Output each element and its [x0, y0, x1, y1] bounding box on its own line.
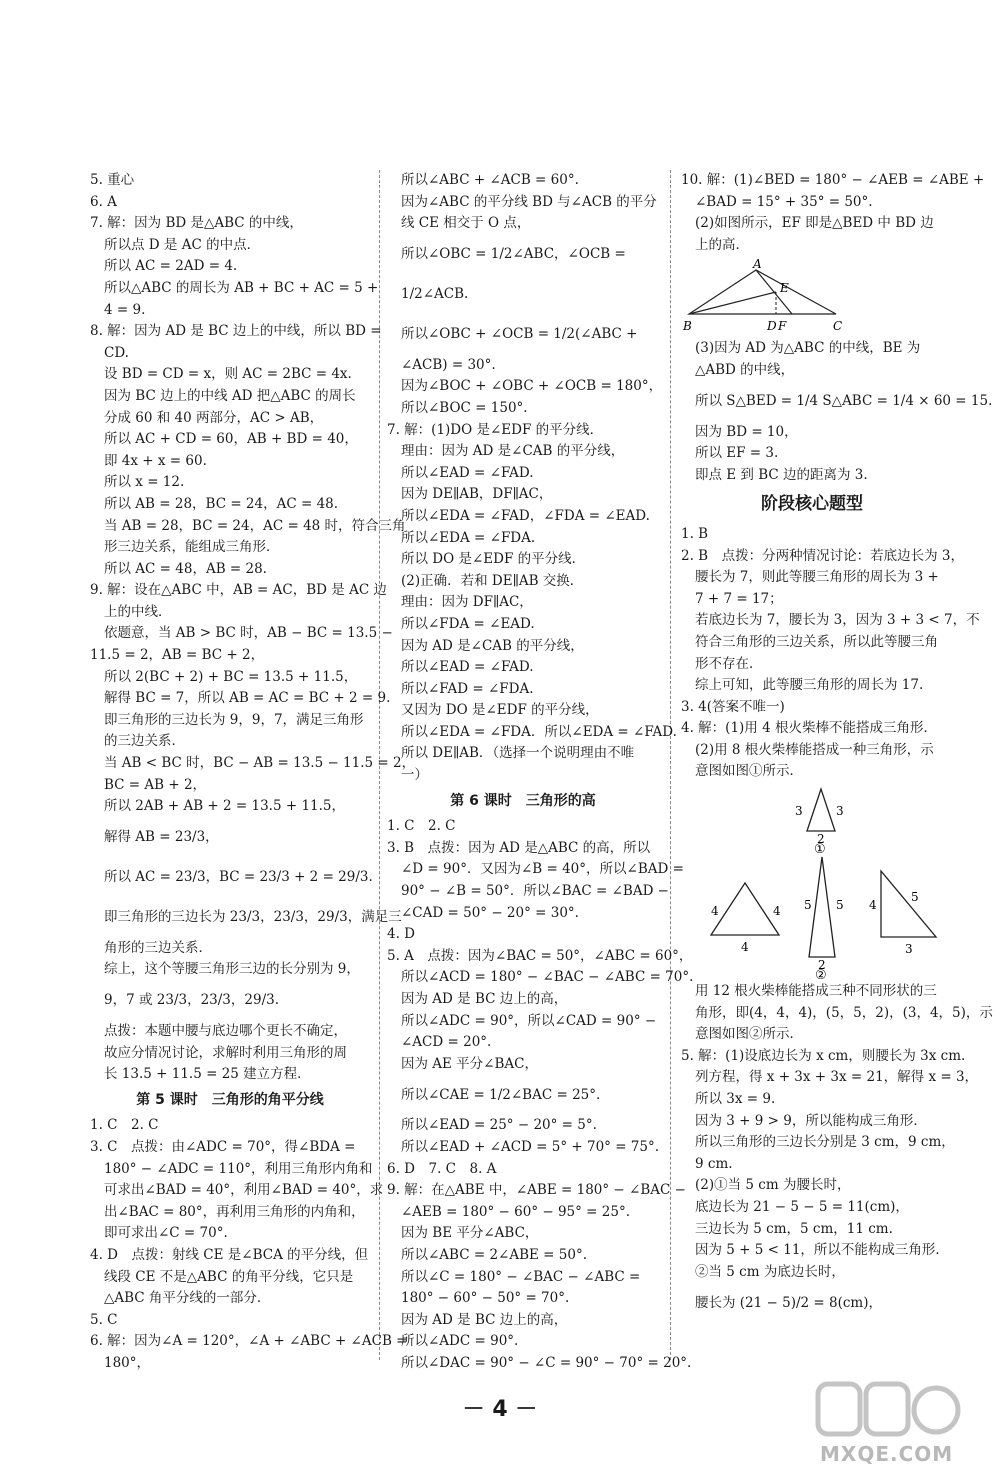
- text-line: ②当 5 cm 为底边长时，: [695, 1263, 845, 1280]
- text-line: 因为 BE 平分∠ABC，: [401, 1225, 539, 1242]
- text-line: 所以∠DAC = 90° − ∠C = 90° − 70° = 20°.: [401, 1354, 692, 1371]
- text-line: 3. C 点拨：由∠ADC = 70°，得∠BDA =: [90, 1138, 356, 1155]
- text-line: 所以 2(BC + 2) + BC = 13.5 + 11.5，: [104, 668, 358, 685]
- text-line: 所以三角形的三边长分别是 3 cm，9 cm，: [695, 1134, 955, 1151]
- text-line: 线段 CE 不是△ABC 的角平分线，它只是: [104, 1268, 354, 1285]
- text-line: 所以点 D 是 AC 的中点．: [104, 236, 261, 253]
- text-line: 因为∠ABC 的平分线 BD 与∠ACB 的平分: [401, 193, 657, 210]
- text-line: 一）: [401, 767, 428, 784]
- text-line: BC = AB + 2，: [104, 776, 207, 793]
- text-line: 因为 3 + 9 > 9，所以能构成三角形．: [695, 1112, 927, 1129]
- text-line: 即三角形的三边长为 9，9，7，满足三角形: [104, 711, 364, 728]
- text-line: ∠BAD = 15° + 35° = 50°.: [695, 193, 873, 210]
- text-line: 所以∠ABC = 2∠ABE = 50°.: [401, 1246, 587, 1263]
- text-line: 2. B 点拨：分两种情况讨论：若底边长为 3，: [681, 547, 964, 564]
- text-line: 6. D 7. C 8. A: [387, 1160, 497, 1177]
- text-line: 1. B: [681, 525, 709, 542]
- text-line: (2)用 8 根火柴棒能搭成一种三角形，示: [695, 741, 934, 758]
- text-line: 所以∠EAD = 25° − 20° = 5°.: [401, 1117, 597, 1134]
- text-line: 即点 E 到 BC 边的距离为 3.: [695, 466, 868, 483]
- figure-label: ②: [815, 968, 827, 980]
- side-label: 4: [711, 904, 719, 919]
- text-line: ∠D = 90°．又因为∠B = 40°，所以∠BAD =: [401, 861, 684, 878]
- column-right: [681, 170, 993, 1323]
- text-line: (3)因为 AD 为△ABC 的中线，BE 为: [695, 340, 921, 357]
- text-line: 理由：因为 AD 是∠CAB 的平分线，: [401, 443, 625, 460]
- text-line: 角形的三边关系．: [104, 939, 212, 956]
- text-line: 所以∠EDA = ∠FAD，∠FDA = ∠EAD.: [401, 507, 650, 524]
- text-line: ∠ACD = 20°.: [401, 1034, 492, 1051]
- text-line: 4. D: [387, 926, 415, 943]
- section-heading: 第 5 课时 三角形的角平分线: [136, 1091, 324, 1108]
- text-line: 综上可知，此等腰三角形的周长为 17.: [695, 677, 924, 694]
- figure-label: ①: [814, 842, 826, 854]
- text-line: 4. 解：(1)用 4 根火柴棒不能搭成三角形．: [681, 720, 937, 737]
- text-line: 所以 2AB + AB + 2 = 13.5 + 11.5，: [104, 798, 346, 815]
- text-line: 所以∠EDA = ∠FDA．所以∠EDA = ∠FAD.: [401, 723, 677, 740]
- point-label-d: D: [767, 319, 777, 334]
- triangle-figure-1: [681, 785, 943, 853]
- side-label: 5: [911, 890, 919, 905]
- text-line: 所以∠ABC + ∠ACB = 60°.: [401, 172, 579, 188]
- text-line: 1/2∠ACB.: [401, 285, 469, 302]
- text-line: 因为 BD = 10，: [695, 423, 798, 440]
- text-line: 10. 解：(1)∠BED = 180° − ∠AEB = ∠ABE +: [681, 172, 985, 188]
- text-line: 5. 重心: [90, 172, 135, 188]
- answer-block-core: [681, 524, 980, 783]
- section-heading: 第 6 课时 三角形的高: [450, 792, 596, 809]
- text-line: (2)正确．若和 DE∥AB 交换．: [401, 572, 584, 589]
- text-line: 列方程，得 x + 3x + 3x = 21，解得 x = 3，: [695, 1069, 979, 1086]
- text-line: 7. 解：(1)DO 是∠EDF 的平分线．: [387, 421, 604, 438]
- watermark-text: MXQE.COM: [820, 1442, 954, 1466]
- column-left: [90, 170, 416, 1375]
- point-label-f: F: [778, 319, 787, 334]
- text-line: 6. 解：因为∠A = 120°，∠A + ∠ABC + ∠ACB =: [90, 1333, 408, 1350]
- text-line: 底边长为 21 − 5 − 5 = 11(cm)，: [695, 1199, 909, 1215]
- text-line: 所以∠FAD = ∠FDA.: [401, 680, 534, 697]
- text-line: (2)①当 5 cm 为腰长时，: [695, 1177, 851, 1194]
- text-line: 7 + 7 = 17；: [695, 590, 783, 607]
- text-line: 180° − 60° − 50° = 70°.: [401, 1290, 570, 1307]
- text-line: 即三角形的三边长为 23/3，23/3，29/3，满足三: [104, 909, 402, 926]
- text-line: 9. 解：在△ABE 中，∠ABE = 180° − ∠BAC −: [387, 1182, 686, 1199]
- side-label: 5: [836, 898, 844, 913]
- side-label: 4: [741, 940, 749, 955]
- text-line: 因为∠BOC + ∠OBC + ∠OCB = 180°，: [401, 378, 663, 395]
- side-label: 3: [836, 804, 844, 819]
- text-line: 依题意，当 AB > BC 时，AB − BC = 13.5 −: [104, 625, 393, 642]
- text-line: 又因为 DO 是∠EDF 的平分线，: [401, 702, 599, 719]
- text-line: 所以∠BOC = 150°.: [401, 399, 528, 416]
- text-line: 180° − ∠ADC = 110°，利用三角形内角和: [104, 1160, 373, 1177]
- text-line: 所以∠EDA = ∠FDA.: [401, 529, 536, 546]
- point-label-a: A: [753, 258, 762, 272]
- text-line: ∠ACB) = 30°.: [401, 356, 496, 373]
- text-line: 所以∠ADC = 90°.: [401, 1333, 519, 1350]
- section-heading: 阶段核心题型: [761, 494, 863, 515]
- text-line: △ABD 的中线，: [695, 361, 795, 378]
- text-line: 所以 DO 是∠EDF 的平分线．: [401, 551, 586, 568]
- text-line: 所以 DE∥AB．（选择一个说明理由不唯: [401, 745, 635, 762]
- text-line: 可求出∠BAD = 40°，利用∠BAD = 40°，求: [104, 1182, 384, 1199]
- text-line: 因为 5 + 5 < 11，所以不能构成三角形．: [695, 1242, 949, 1259]
- text-line: 5. A 点拨：因为∠BAC = 50°，∠ABC = 60°，: [387, 947, 693, 964]
- side-label: 3: [795, 804, 803, 819]
- text-line: 用 12 根火柴棒能搭成三种不同形状的三: [695, 983, 937, 1000]
- text-line: 所以∠CAE = 1/2∠BAC = 25°.: [401, 1086, 601, 1103]
- text-line: 三边长为 5 cm，5 cm，11 cm.: [695, 1220, 893, 1237]
- text-line: 因为 AD 是 BC 边上的高，: [401, 1311, 568, 1328]
- point-label-e: E: [780, 281, 789, 296]
- text-line: 所以∠FDA = ∠EAD.: [401, 615, 535, 632]
- answer-block-core-cont: [681, 981, 993, 1323]
- text-line: 腰长为 7，则此等腰三角形的周长为 3 +: [695, 569, 939, 586]
- text-line: 上的中线．: [104, 603, 172, 620]
- text-line: 因为 AE 平分∠BAC，: [401, 1055, 538, 1072]
- text-line: 所以∠C = 180° − ∠BAC − ∠ABC =: [401, 1268, 641, 1285]
- text-line: 90° − ∠B = 50°．所以∠BAC = ∠BAD −: [401, 883, 669, 900]
- text-line: 1. C 2. C: [90, 1117, 159, 1134]
- text-line: 8. 解：因为 AD 是 BC 边上的中线，所以 BD =: [90, 323, 382, 340]
- text-line: 即可求出∠C = 70°.: [104, 1225, 228, 1242]
- side-label: 4: [773, 904, 781, 919]
- text-line: 因为 AD 是∠CAB 的平分线，: [401, 637, 584, 654]
- text-line: 若底边长为 7，腰长为 3，因为 3 + 3 < 7，不: [695, 612, 980, 629]
- text-line: 9，7 或 23/3，23/3，29/3.: [104, 992, 279, 1009]
- text-line: 4 = 9.: [104, 301, 146, 318]
- text-line: 因为 BC 边上的中线 AD 把△ABC 的周长: [104, 387, 356, 404]
- text-line: 形三边关系，能组成三角形．: [104, 539, 280, 556]
- text-line: 设 BD = CD = x，则 AC = 2BC = 4x.: [104, 366, 352, 383]
- text-line: 当 AB < BC 时，BC − AB = 13.5 − 11.5 = 2，: [104, 755, 416, 772]
- text-line: 所以 3x = 9.: [695, 1091, 776, 1108]
- text-line: 所以△ABC 的周长为 AB + BC + AC = 5 +: [104, 279, 379, 296]
- text-line: 即 4x + x = 60.: [104, 452, 207, 469]
- side-label: 2: [818, 958, 826, 973]
- text-line: 6. A: [90, 193, 117, 210]
- text-line: 角形，即(4，4，4)，(5，5，2)，(3，4，5)，示: [695, 1004, 993, 1021]
- text-line: 理由：因为 DF∥AC，: [401, 594, 533, 611]
- side-label: 3: [905, 942, 913, 957]
- triangle-figure-2: [681, 855, 943, 979]
- text-line: 上的高．: [695, 236, 749, 253]
- text-line: 所以 AB = 28，BC = 24，AC = 48.: [104, 495, 339, 512]
- side-label: 2: [817, 832, 825, 847]
- text-line: 线 CE 相交于 O 点，: [401, 215, 531, 232]
- text-line: 所以 AC + CD = 60，AB + BD = 40，: [104, 431, 358, 448]
- text-line: 5. C: [90, 1311, 118, 1328]
- page-number: － 4 －: [462, 1397, 538, 1422]
- text-line: 形不存在．: [695, 655, 763, 672]
- point-label-b: B: [683, 319, 692, 334]
- column-middle: [387, 170, 694, 1375]
- text-line: 所以∠OBC = 1/2∠ABC，∠OCB =: [401, 245, 626, 262]
- text-line: 故应分情况讨论，求解时利用三角形的周: [104, 1044, 347, 1061]
- text-line: 意图如图①所示．: [695, 763, 803, 780]
- text-line: 长 13.5 + 11.5 = 25 建立方程．: [104, 1066, 311, 1083]
- text-line: 3. 4(答案不唯一): [681, 698, 785, 715]
- text-line: 7. 解：因为 BD 是△ABC 的中线，: [90, 215, 303, 232]
- text-line: 所以∠EAD = ∠FAD.: [401, 464, 534, 481]
- text-line: 符合三角形的三边关系，所以此等腰三角: [695, 633, 938, 650]
- text-line: 解得 AB = 23/3，: [104, 829, 219, 846]
- answer-block-10: [681, 170, 985, 256]
- text-line: 1. C 2. C: [387, 818, 456, 835]
- text-line: 180°，: [104, 1354, 151, 1371]
- text-line: 意图如图②所示．: [695, 1026, 803, 1043]
- text-line: 所以 S△BED = 1/4 S△ABC = 1/4 × 60 = 15.: [695, 392, 993, 409]
- text-line: 当 AB = 28，BC = 24，AC = 48 时，符合三角: [104, 517, 406, 534]
- text-line: ∠CAD = 50° − 20° = 30°.: [401, 904, 579, 921]
- text-line: ∠AEB = 180° − 60° − 95° = 25°.: [401, 1203, 631, 1220]
- text-line: 解得 BC = 7，所以 AB = AC = BC + 2 = 9.: [104, 690, 391, 707]
- text-line: 4. D 点拨：射线 CE 是∠BCA 的平分线，但: [90, 1246, 369, 1263]
- text-line: 因为 DE∥AB，DF∥AC，: [401, 486, 553, 503]
- text-line: 综上，这个等腰三角形三边的长分别为 9，: [104, 961, 360, 978]
- text-line: 因为 AD 是 BC 边上的高，: [401, 991, 568, 1007]
- text-line: 所以∠ACD = 180° − ∠BAC − ∠ABC = 70°.: [401, 969, 694, 986]
- text-line: 11.5 = 2，AB = BC + 2，: [90, 647, 265, 664]
- text-line: 所以∠EAD = ∠FAD.: [401, 659, 534, 676]
- text-line: 的三边关系．: [104, 733, 185, 750]
- answer-block-10-cont: [681, 338, 993, 486]
- text-line: 出∠BAC = 80°，再利用三角形的内角和，: [104, 1203, 365, 1220]
- text-line: 9. 解：设在△ABC 中，AB = AC，BD 是 AC 边: [90, 582, 387, 599]
- text-line: 所以 AC = 2AD = 4.: [104, 258, 238, 275]
- text-line: (2)如图所示，EF 即是△BED 中 BD 边: [695, 215, 934, 232]
- triangle-figure-bed: [681, 258, 881, 336]
- text-line: 分成 60 和 40 两部分，AC > AB，: [104, 409, 324, 426]
- text-line: △ABC 角平分线的一部分．: [104, 1290, 271, 1307]
- text-line: CD.: [104, 344, 129, 361]
- text-line: 所以∠ADC = 90°，所以∠CAD = 90° −: [401, 1012, 657, 1029]
- text-line: 所以 AC = 48，AB = 28.: [104, 560, 267, 577]
- point-label-c: C: [833, 319, 843, 334]
- text-line: 所以∠OBC + ∠OCB = 1/2(∠ABC +: [401, 325, 638, 342]
- text-line: 点拨：本题中腰与底边哪个更长不确定，: [104, 1023, 347, 1039]
- text-line: 所以 EF = 3.: [695, 445, 779, 462]
- text-line: 所以∠EAD + ∠ACD = 5° + 70° = 75°.: [401, 1138, 660, 1155]
- text-line: 所以 AC = 23/3，BC = 23/3 + 2 = 29/3.: [104, 869, 373, 886]
- side-label: 5: [804, 898, 812, 913]
- text-line: 3. B 点拨：因为 AD 是△ABC 的高，所以: [387, 839, 651, 856]
- text-line: 所以 x = 12.: [104, 474, 185, 491]
- text-line: 腰长为 (21 − 5)/2 = 8(cm)，: [695, 1294, 883, 1311]
- side-label: 4: [869, 898, 877, 913]
- text-line: 9 cm.: [695, 1155, 733, 1172]
- text-line: 5. 解：(1)设底边长为 x cm，则腰长为 3x cm.: [681, 1047, 966, 1064]
